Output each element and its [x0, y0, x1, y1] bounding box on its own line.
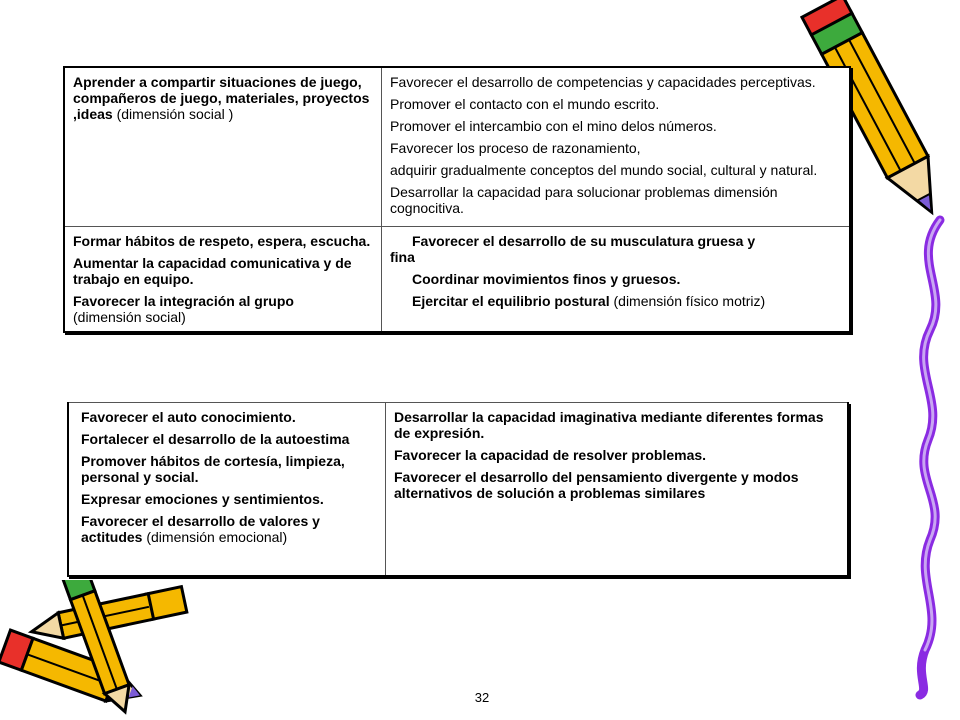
cell-social-habits: [64, 227, 382, 333]
dimension-label: (dimensión emocional): [146, 529, 288, 545]
list-item: Promover hábitos de cortesía, limpieza, personal y social.: [81, 453, 345, 485]
cell-cognitive: [382, 67, 851, 227]
dimension-label: (dimensión social ): [116, 106, 234, 122]
table-row: [64, 67, 850, 227]
pencils-bottom-left-icon: [0, 580, 200, 715]
cell-creative: [386, 403, 849, 577]
page-number: 32: [474, 690, 490, 705]
list-item: adquirir gradualmente conceptos del mundo social, cultural y natural.: [390, 162, 818, 178]
cell-social-sharing: [64, 67, 382, 227]
list-item: Formar hábitos de respeto, espera, escucha.: [73, 233, 371, 249]
squiggle-right-icon: [900, 200, 960, 700]
list-item: Desarrollar la capacidad para solucionar problemas dimensión cognocitiva.: [390, 184, 778, 216]
cell-motor: [382, 227, 851, 333]
list-item: Coordinar movimientos finos y gruesos.: [412, 271, 681, 287]
table-row: [64, 227, 850, 333]
objectives-table-top: [63, 66, 851, 333]
list-item: Promover el contacto con el mundo escrito.: [390, 96, 660, 112]
list-item: Favorecer el desarrollo de competencias y capacidades perceptivas.: [390, 74, 816, 90]
table-row: [68, 403, 848, 577]
list-item: Favorecer los proceso de razonamiento,: [390, 140, 641, 156]
dimension-label: (dimensión social): [73, 309, 186, 325]
list-item: Expresar emociones y sentimientos.: [81, 491, 324, 507]
objectives-table-bottom: [67, 402, 849, 577]
list-item: Favorecer el desarrollo de su musculatura gruesa y: [412, 233, 756, 249]
list-item: Aumentar la capacidad comunicativa y de trabajo en equipo.: [73, 255, 352, 287]
list-item: Favorecer la capacidad de resolver problemas.: [394, 447, 707, 463]
cell-emotional: [68, 403, 386, 577]
list-item: Promover el intercambio con el mino delos números.: [390, 118, 717, 134]
cell-text: Aprender a compartir situaciones de juego, compañeros de juego, materiales, proyectos ,ideas: [73, 74, 370, 122]
list-item: Favorecer el desarrollo del pensamiento divergente y modos alternativos de solución a problemas similares: [394, 469, 799, 501]
list-item-continuation: fina: [390, 249, 415, 265]
list-item: Favorecer el desarrollo de valores y actitudes: [81, 513, 320, 545]
dimension-label: (dimensión físico motriz): [613, 293, 766, 309]
list-item: Favorecer el auto conocimiento.: [81, 409, 296, 425]
list-item: Favorecer la integración al grupo: [73, 293, 294, 309]
list-item: Ejercitar el equilibrio postural: [412, 293, 610, 309]
list-item: Fortalecer el desarrollo de la autoestima: [81, 431, 350, 447]
list-item: Desarrollar la capacidad imaginativa mediante diferentes formas de expresión.: [394, 409, 824, 441]
